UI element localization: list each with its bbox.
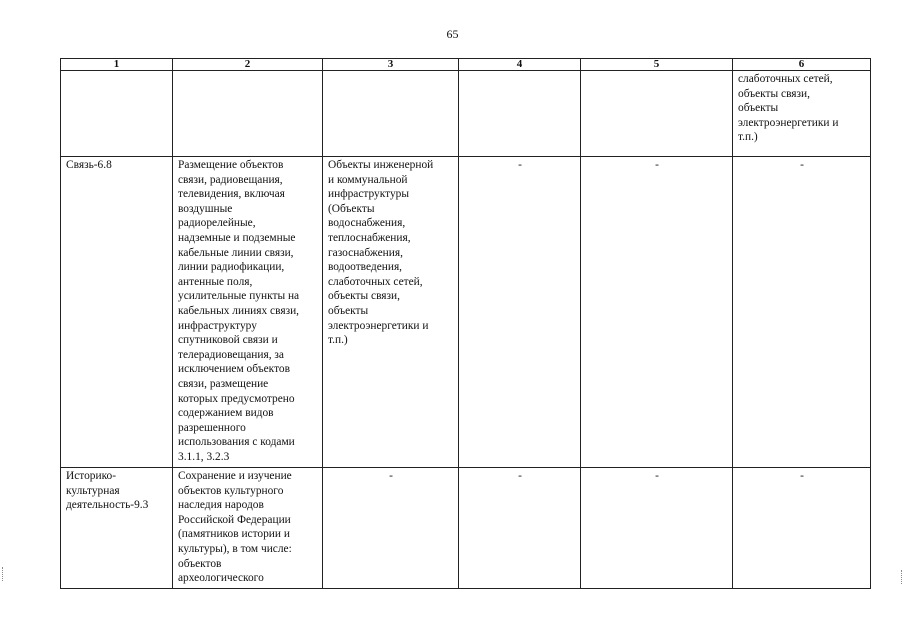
table-cell bbox=[323, 157, 459, 468]
table-row bbox=[61, 157, 871, 468]
table-header-row bbox=[61, 59, 871, 71]
column-header-3: 3 bbox=[323, 59, 459, 71]
cell-text: Историко- культурная деятельность-9.3 bbox=[66, 470, 149, 512]
table-cell bbox=[323, 71, 459, 157]
table-cell bbox=[733, 468, 871, 589]
table-cell bbox=[173, 157, 323, 468]
cell-text: Связь-6.8 bbox=[66, 159, 112, 171]
table-row bbox=[61, 468, 871, 589]
document-table bbox=[60, 58, 871, 589]
cell-text: - bbox=[800, 159, 804, 171]
table-cell bbox=[733, 157, 871, 468]
column-header-6: 6 bbox=[733, 59, 871, 71]
table-cell bbox=[459, 157, 581, 468]
table-cell bbox=[61, 71, 173, 157]
table-cell bbox=[733, 71, 871, 157]
table-cell bbox=[459, 468, 581, 589]
right-margin-mark bbox=[901, 570, 903, 584]
cell-text: Сохранение и изучение объектов культурного наследия народов Российской Федерации (памятников истории и культуры), в том числе: объектов археологического bbox=[178, 470, 292, 585]
cell-text: слаботочных сетей, объекты связи, объекты электроэнергетики и т.п.) bbox=[738, 73, 839, 144]
page-number: 65 bbox=[446, 27, 459, 41]
table-cell bbox=[581, 71, 733, 157]
cell-text: - bbox=[518, 159, 522, 171]
cell-text: - bbox=[518, 470, 522, 482]
cell-text: Объекты инженерной и коммунальной инфраструктуры (Объекты водоснабжения, теплоснабжения, газоснабжения, водоотведения, слаботочных сетей, объекты связи, объекты электроэнергетики и т.п.) bbox=[328, 159, 434, 347]
table-cell bbox=[61, 157, 173, 468]
column-header-2: 2 bbox=[173, 59, 323, 71]
cell-text: - bbox=[655, 159, 659, 171]
table-cell bbox=[173, 71, 323, 157]
table-cell bbox=[459, 71, 581, 157]
left-margin-mark bbox=[2, 567, 4, 581]
column-header-4: 4 bbox=[459, 59, 581, 71]
cell-text: - bbox=[800, 470, 804, 482]
cell-text: Размещение объектов связи, радиовещания, телевидения, включая воздушные радиорелейные, надземные и подземные кабельные линии связи, линии радиофикации, антенные поля, усилительные пункты на кабельных линиях связи, инфраструктуру спутниковой связи и телерадиовещания, за исключением объектов связи, размещение которых предусмотрено содержанием видов разрешенного использования с кодами 3.1.1, 3.2.3 bbox=[178, 159, 300, 463]
table-cell bbox=[61, 468, 173, 589]
table-cell bbox=[581, 157, 733, 468]
column-header-5: 5 bbox=[581, 59, 733, 71]
cell-text: - bbox=[389, 470, 393, 482]
table-row bbox=[61, 71, 871, 157]
column-header-1: 1 bbox=[61, 59, 173, 71]
table-cell bbox=[173, 468, 323, 589]
table-cell bbox=[581, 468, 733, 589]
table-cell bbox=[323, 468, 459, 589]
cell-text: - bbox=[655, 470, 659, 482]
